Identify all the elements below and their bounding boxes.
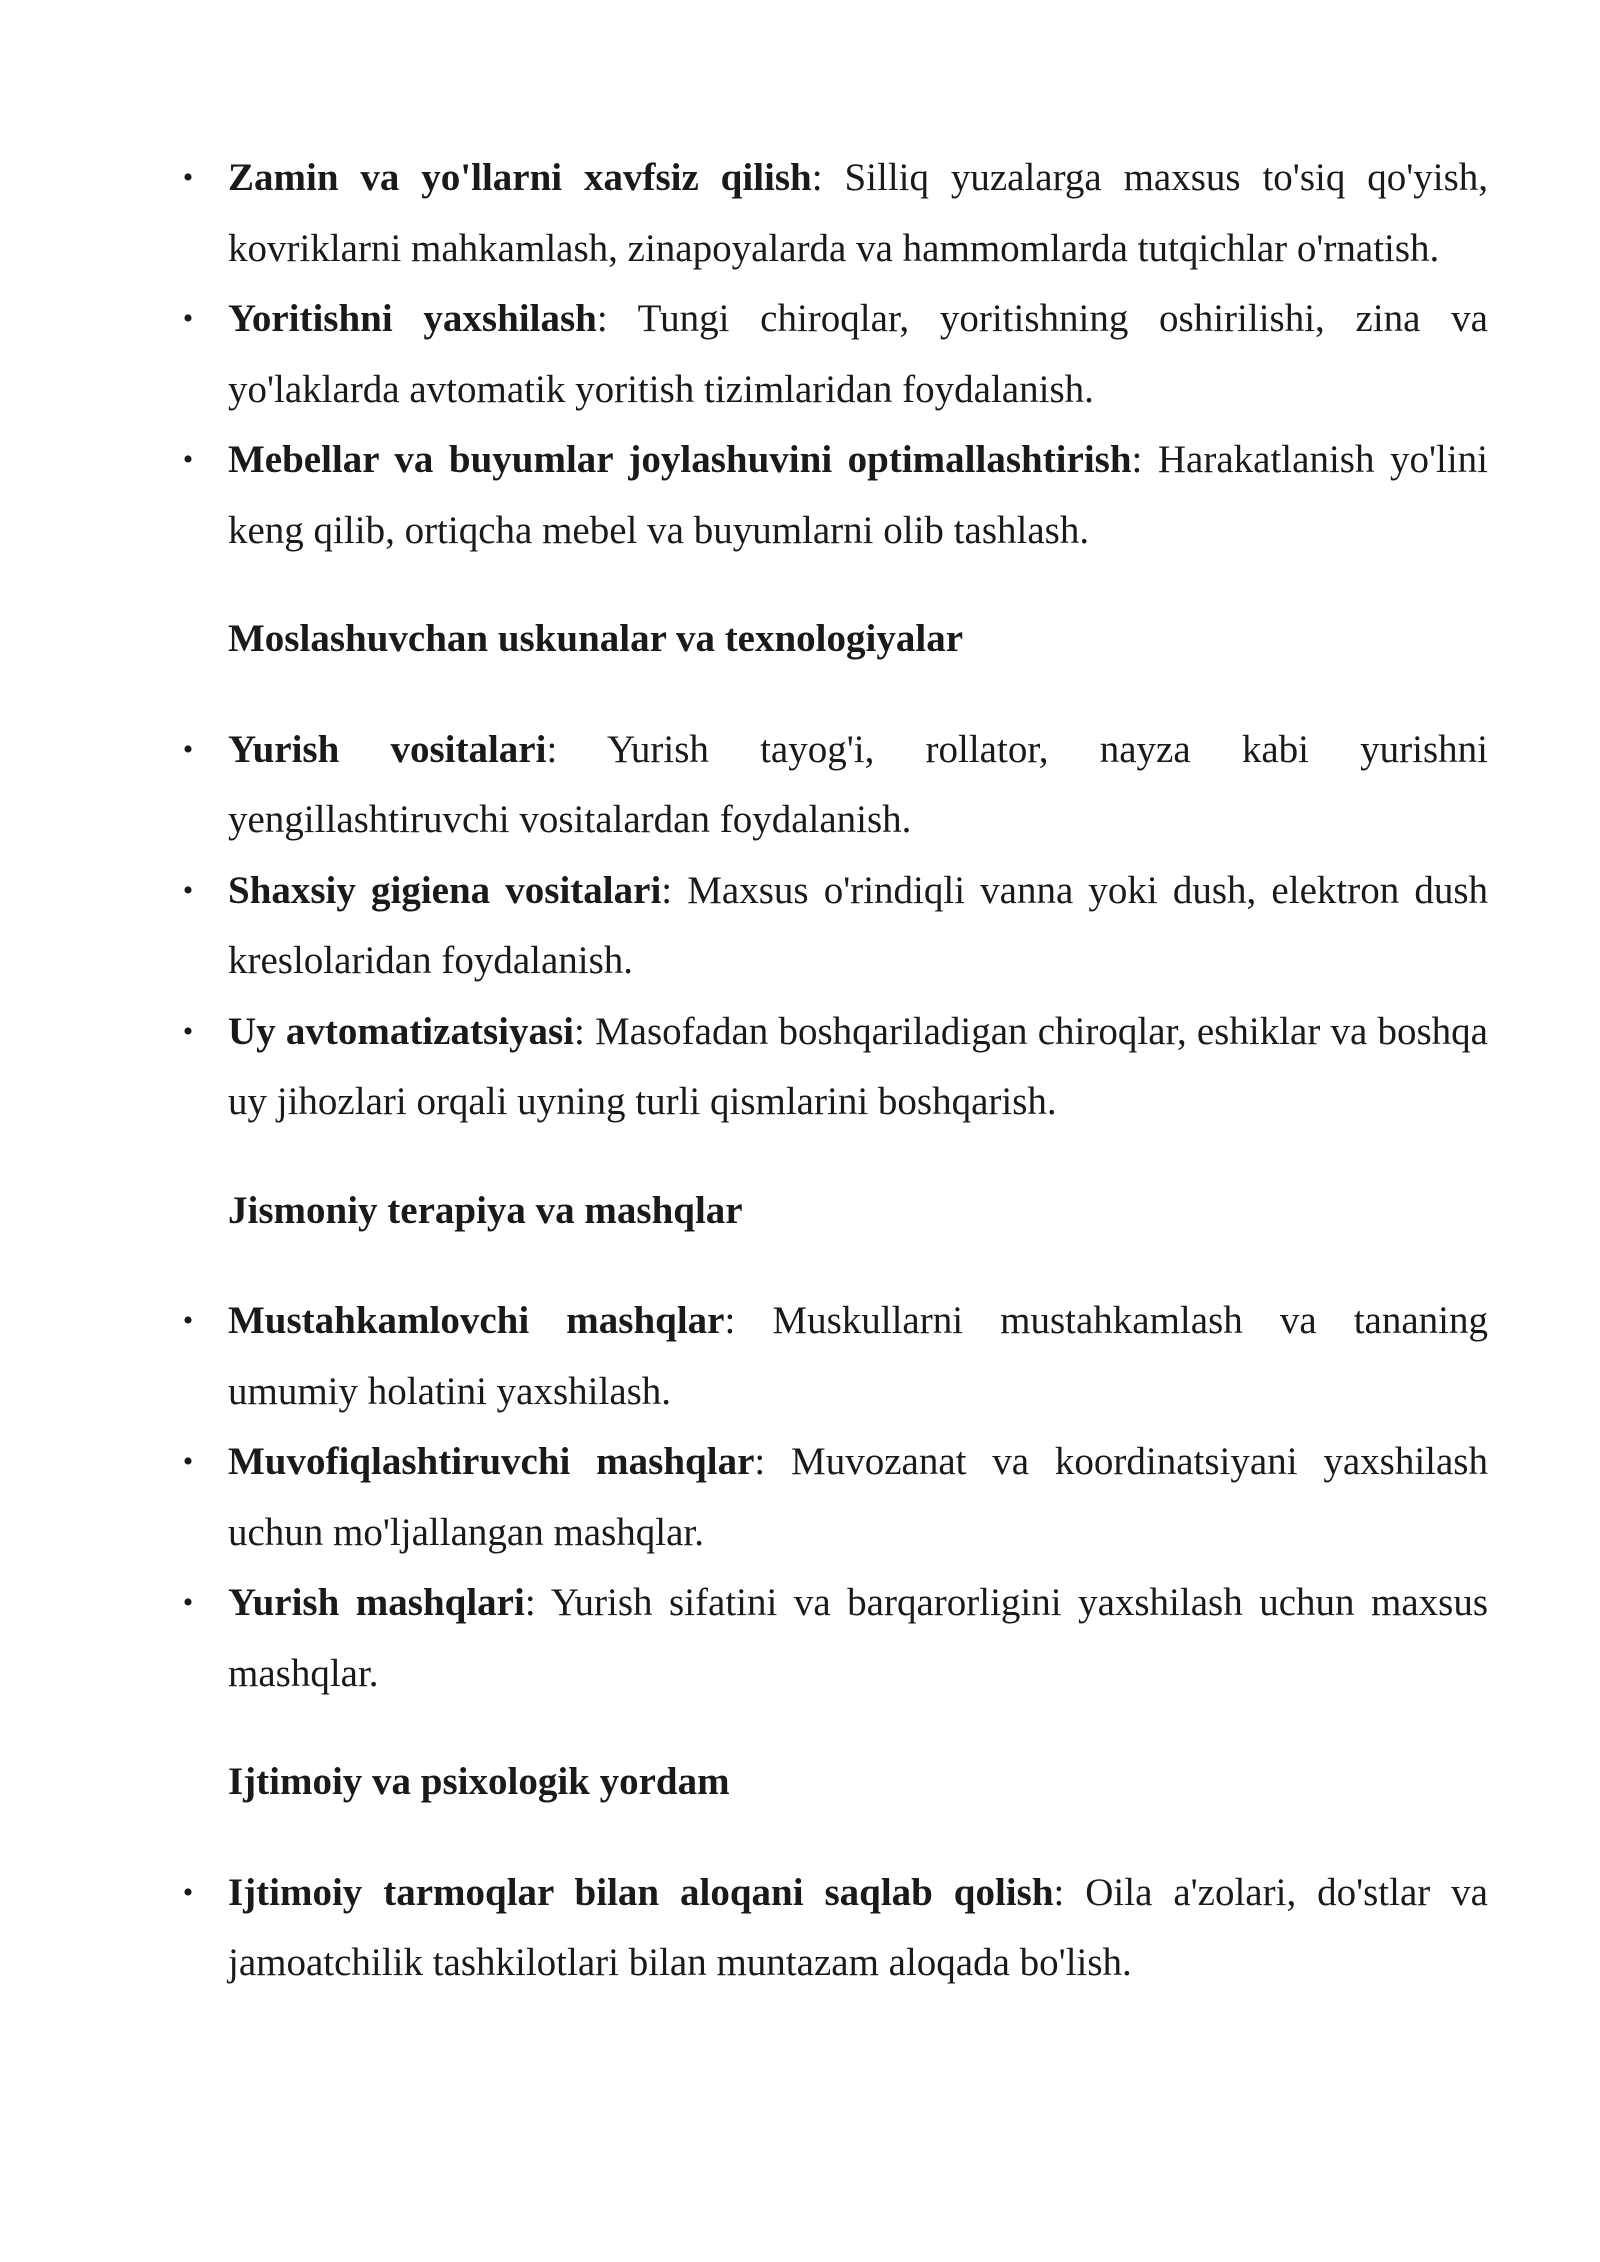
bullet-icon: • — [182, 1586, 194, 1619]
item-separator: : — [573, 1009, 595, 1053]
item-separator: : — [546, 727, 608, 771]
item-description: Yurish sifatini va barqarorligini yaxshilash uchun maxsus mashqlar. — [228, 1581, 1489, 1695]
item-description: Oila a'zolari, do'stlar va jamoatchilik tashkilotlari bilan muntazam aloqada bo'lish. — [228, 1870, 1488, 1984]
bullet-list-item — [182, 143, 1488, 284]
bullet-list-item — [182, 284, 1488, 425]
bullet-icon: • — [182, 443, 194, 476]
item-separator: : — [1053, 1870, 1086, 1914]
item-separator: : — [661, 868, 688, 912]
bullet-list-item — [182, 1568, 1489, 1709]
section-heading: Ijtimoiy va psixologik yordam — [228, 1760, 730, 1803]
item-separator: : — [596, 297, 638, 340]
bullet-list-item — [182, 1286, 1488, 1427]
item-description: Masofadan boshqariladigan chiroqlar, eshiklar va boshqa uy jihozlari orqali uyning turli qismlarini boshqarish. — [228, 1009, 1488, 1123]
item-separator: : — [811, 156, 845, 199]
item-separator: : — [524, 1581, 551, 1624]
item-description: Maxsus o'rindiqli vanna yoki dush, elektron dush kreslolaridan foydalanish. — [228, 868, 1488, 982]
bullet-list-item — [182, 997, 1488, 1138]
item-term: Yurish vositalari — [228, 727, 547, 771]
section-heading: Jismoniy terapiya va mashqlar — [228, 1188, 743, 1232]
item-separator: : — [724, 1299, 773, 1342]
bullet-icon: • — [182, 1014, 194, 1048]
item-term: Zamin va yo'llarni xavfsiz qilish — [228, 156, 812, 199]
item-term: Shaxsiy gigiena vositalari — [228, 868, 662, 912]
item-description: Silliq yuzalarga maxsus to'siq qo'yish, kovriklarni mahkamlash, zinapoyalarda va hammomlarda tutqichlar o'rnatish. — [228, 156, 1488, 270]
item-term: Ijtimoiy tarmoqlar bilan aloqani saqlab qolish — [228, 1870, 1054, 1914]
bullet-icon: • — [182, 873, 194, 907]
bullet-icon: • — [182, 161, 194, 194]
bullet-icon: • — [182, 302, 194, 335]
item-description: Yurish tayog'i, rollator, nayza kabi yurishni yengillashtiruvchi vositalardan foydalanish. — [228, 727, 1488, 841]
item-separator: : — [1131, 438, 1158, 481]
item-description: Harakatlanish yo'lini keng qilib, ortiqcha mebel va buyumlarni olib tashlash. — [228, 438, 1488, 552]
item-term: Yoritishni yaxshilash — [228, 297, 597, 340]
item-description: Muskullarni mustahkamlash va tananing umumiy holatini yaxshilash. — [228, 1299, 1488, 1413]
document-content — [182, 143, 1489, 1999]
bullet-list-item — [182, 1858, 1488, 1999]
item-term: Yurish mashqlari — [228, 1581, 525, 1624]
item-description: Muvozanat va koordinatsiyani yaxshilash uchun mo'ljallangan mashqlar. — [228, 1440, 1488, 1554]
item-description: Tungi chiroqlar, yoritishning oshirilishi, zina va yo'laklarda avtomatik yoritish tizimlaridan foydalanish. — [228, 297, 1488, 411]
item-term: Uy avtomatizatsiyasi — [228, 1009, 574, 1053]
item-separator: : — [754, 1440, 792, 1483]
bullet-list-item — [182, 715, 1488, 856]
bullet-icon: • — [182, 1445, 194, 1478]
bullet-list-item — [182, 1427, 1488, 1568]
bullet-icon: • — [182, 732, 194, 766]
bullet-icon: • — [182, 1875, 194, 1909]
item-term: Mustahkamlovchi mashqlar — [228, 1299, 725, 1342]
section-heading: Moslashuvchan uskunalar va texnologiyalar — [228, 617, 964, 660]
bullet-icon: • — [182, 1304, 194, 1337]
bullet-list-item — [182, 425, 1488, 566]
item-term: Muvofiqlashtiruvchi mashqlar — [228, 1440, 755, 1483]
item-term: Mebellar va buyumlar joylashuvini optimallashtirish — [228, 438, 1132, 481]
bullet-list-item — [182, 856, 1488, 997]
